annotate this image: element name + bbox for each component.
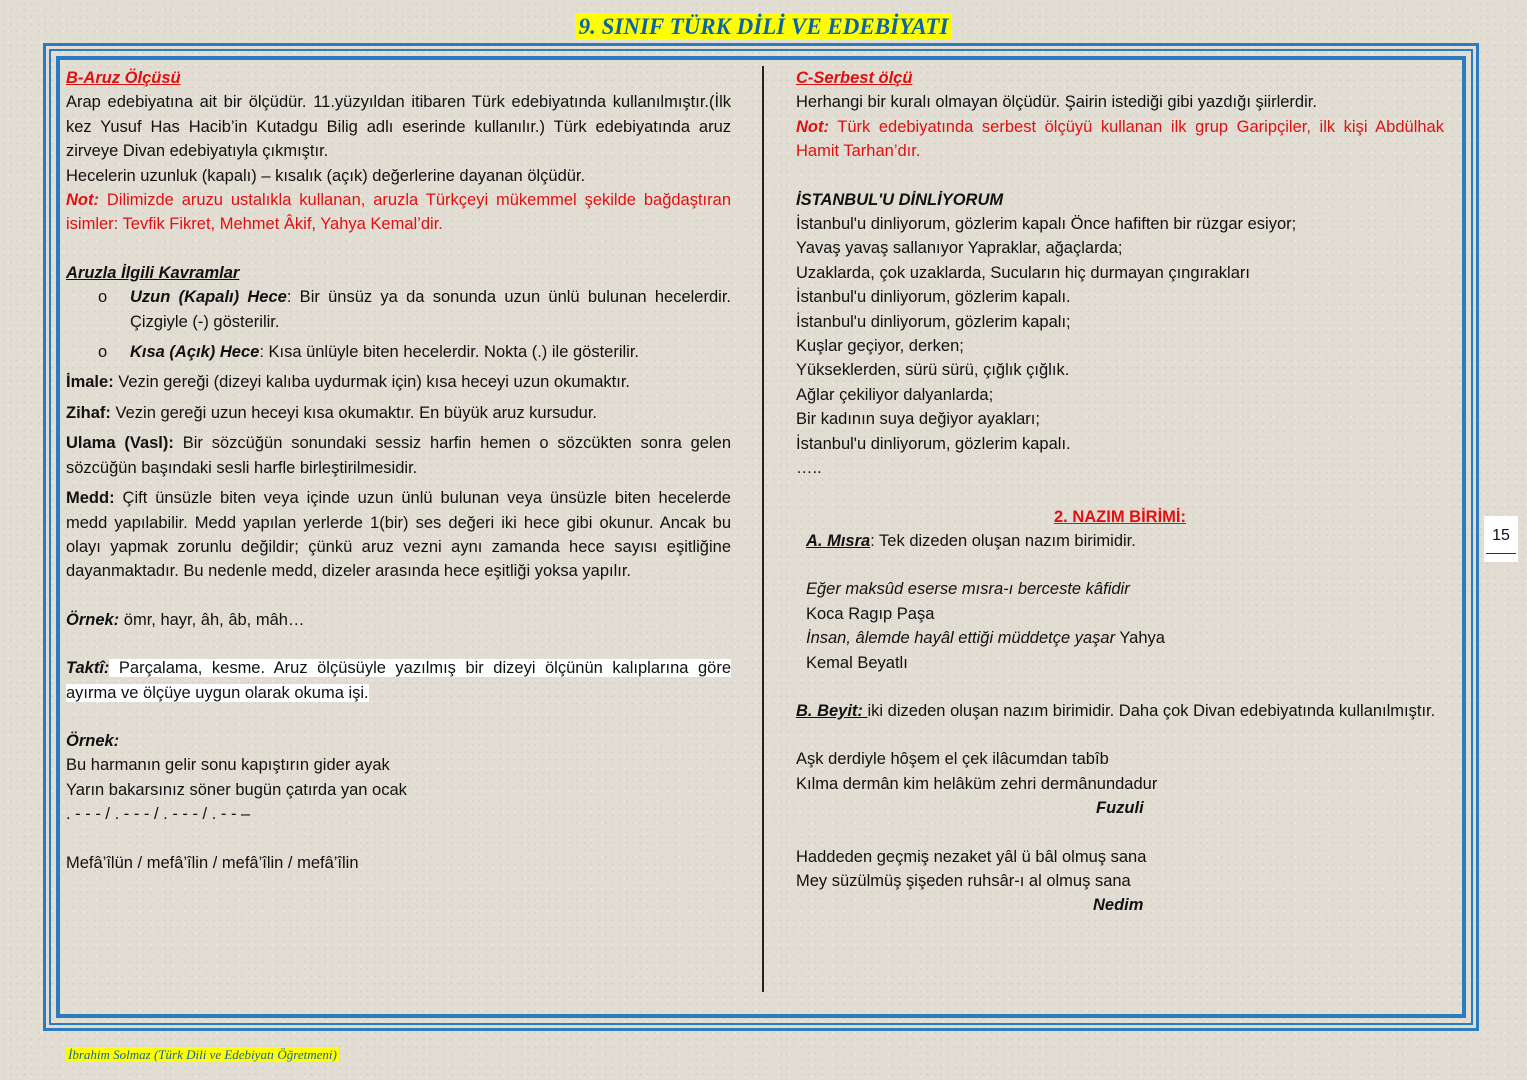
- misra-text: : Tek dizeden oluşan nazım birimidir.: [870, 531, 1136, 550]
- misra-example-2-author-b: Kemal Beyatlı: [806, 653, 908, 672]
- beyit-2-line-1: Haddeden geçmiş nezaket yâl ü bâl olmuş sana: [796, 847, 1147, 866]
- uzun-hece-text: : Bir ünsüz ya da sonunda uzun ünlü bulunan hecelerdir. Çizgiyle (-) gösterilir.: [130, 288, 731, 331]
- poem-line: Bir kadının suya değiyor ayakları;: [796, 410, 1040, 429]
- poem-line: …..: [796, 459, 822, 478]
- medd-definition: [66, 486, 731, 584]
- ornek-2-line-2: Yarın bakarsınız söner bugün çatırda yan ocak: [66, 780, 407, 799]
- medd-term: Medd:: [66, 489, 115, 508]
- beyit-2-line-2: Mey süzülmüş şişeden ruhsâr-ı al olmuş sana: [796, 871, 1131, 890]
- poem-line: İstanbul'u dinliyorum, gözlerim kapalı.: [796, 434, 1071, 453]
- aruz-note: [66, 188, 731, 237]
- serbest-note-label: Not:: [796, 117, 829, 136]
- footer-author: [66, 1046, 339, 1064]
- poem-title: İSTANBUL'U DİNLİYORUM: [796, 190, 1004, 209]
- right-column: [796, 66, 1444, 918]
- bullet-mark: o: [98, 288, 108, 307]
- beyit-1-line-2: Kılma dermân kim helâküm zehri dermânundadur: [796, 774, 1158, 793]
- poem-line: İstanbul'u dinliyorum, gözlerim kapalı;: [796, 312, 1071, 331]
- serbest-heading: C-Serbest ölçü: [796, 69, 913, 87]
- ornek-2-pattern: Mefâ’îlün / mefâ’îlin / mefâ’îlin / mefâ’îlin: [66, 853, 359, 872]
- poem-line: Yavaş yavaş sallanıyor Yapraklar, ağaçlarda;: [796, 239, 1123, 258]
- zihaf-term: Zihaf:: [66, 403, 111, 422]
- aruz-note-label: Not:: [66, 191, 99, 210]
- poem-lines: [796, 212, 1444, 480]
- takti-term: Taktî:: [66, 659, 110, 678]
- serbest-paragraph: Herhangi bir kuralı olmayan ölçüdür. Şairin istediği gibi yazdığı şiirlerdir.: [796, 93, 1317, 112]
- aruz-paragraph-2: Hecelerin uzunluk (kapalı) – kısalık (açık) değerlerine dayanan ölçüdür.: [66, 166, 586, 185]
- bullet-mark: o: [98, 343, 108, 362]
- misra-term: A. Mısra: [806, 531, 871, 550]
- misra-example-1-author: Koca Ragıp Paşa: [806, 604, 935, 623]
- imale-term: İmale:: [66, 373, 114, 392]
- page-title-text: 9. SINIF TÜRK DİLİ VE EDEBİYATI: [575, 13, 953, 40]
- ulama-definition: [66, 431, 731, 480]
- ulama-text: Bir sözcüğün sonundaki sessiz harfin hemen o sözcükten sonra gelen sözcüğün başındaki sesli harfle birleştirilmesidir.: [66, 434, 732, 477]
- misra-example-2: [796, 626, 1444, 650]
- nazim-heading: 2. NAZIM BİRİMİ:: [1054, 507, 1186, 526]
- beyit-1-line-1: Aşk derdiyle hôşem el çek ilâcumdan tabîb: [796, 750, 1109, 769]
- beyit-term: B. Beyit:: [796, 701, 868, 720]
- ornek-1-text: ömr, hayr, âh, âb, mâh…: [119, 610, 305, 629]
- poem-line: Yükseklerden, sürü sürü, çığlık çığlık.: [796, 361, 1070, 380]
- concepts-heading: Aruzla İlgili Kavramlar: [66, 263, 240, 282]
- left-column: [66, 66, 731, 875]
- beyit-1-author: Fuzuli: [1096, 799, 1144, 818]
- ornek-2-scansion: . - - - / . - - - / . - - - / . - - –: [66, 805, 251, 824]
- takti-text: Parçalama, kesme. Aruz ölçüsüyle yazılmış bir dizeyi ölçünün kalıplarına göre ayırma ve ölçüye uygun olarak okuma işi.: [66, 659, 731, 702]
- footer-author-text: İbrahim Solmaz (Türk Dili ve Edebiyatı Öğretmeni): [68, 1047, 337, 1062]
- medd-text: Çift ünsüzle biten veya içinde uzun ünlü bulunan veya ünsüzle biten hecelerde medd yapılabilir. Medd yapılan yerlerde 1(bir) ses değeri iki hece gibi okunur. Ancak bu olayı yapmak zorunlu değildir; çünkü aruz vezni aynı zamanda hece sayısı eşitliğine dayanmaktadır. Bu nedenle medd, dizeler arasında hece eşitliği yoksa yapılır.: [66, 489, 731, 581]
- zihaf-text: Vezin gereği uzun heceyi kısa okumaktır. En büyük aruz kursudur.: [110, 403, 598, 422]
- column-divider: [762, 66, 764, 992]
- poem-line: İstanbul'u dinliyorum, gözlerim kapalı.: [796, 288, 1071, 307]
- poem-line: Kuşlar geçiyor, derken;: [796, 337, 964, 356]
- misra-example-1: Eğer maksûd eserse mısra-ı berceste kâfidir: [806, 580, 1130, 599]
- poem-line: Ağlar çekiliyor dalyanlarda;: [796, 385, 994, 404]
- page-title: [0, 14, 1527, 40]
- aruz-paragraph-1: Arap edebiyatına ait bir ölçüdür. 11.yüzyıldan itibaren Türk edebiyatında kullanılmıştır.(İlk kez Yusuf Has Hacib’in Kutadgu Bilig adlı eserinde kullanılır.) Türk edebiyatında aruz zirveye Divan edebiyatıyla çıkmıştır.: [66, 93, 731, 161]
- kisa-hece-term: Kısa (Açık) Hece: [130, 343, 260, 362]
- misra-example-2-author-a: Yahya: [1115, 629, 1165, 648]
- beyit-definition: [796, 699, 1444, 723]
- aruz-note-text: Dilimizde aruzu ustalıkla kullanan, aruzla Türkçeyi mükemmel şekilde bağdaştıran isimler: Tevfik Fikret, Mehmet Âkif, Yahya Kemal’dir.: [66, 191, 731, 234]
- ornek-1-label: Örnek:: [66, 610, 120, 629]
- imale-text: Vezin gereği (dizeyi kalıba uydurmak için) kısa heceyi uzun okumaktır.: [113, 373, 631, 392]
- list-item-kisa-hece: [66, 340, 731, 364]
- serbest-note-text: Türk edebiyatında serbest ölçüyü kullanan ilk grup Garipçiler, ilk kişi Abdülhak Hamit Tarhan’dır.: [796, 117, 1444, 161]
- list-item-uzun-hece: [66, 285, 731, 334]
- misra-definition: [796, 529, 1444, 553]
- page-number: 15: [1484, 516, 1518, 562]
- ornek-2-line-1: Bu harmanın gelir sonu kapıştırın gider ayak: [66, 756, 390, 775]
- poem-line: Uzaklarda, çok uzaklarda, Sucuların hiç durmayan çıngırakları: [796, 263, 1250, 282]
- aruz-heading: B-Aruz Ölçüsü: [66, 69, 181, 87]
- beyit-2-author: Nedim: [1093, 896, 1144, 915]
- kisa-hece-text: : Kısa ünlüyle biten hecelerdir. Nokta (.) ile gösterilir.: [259, 343, 639, 362]
- ornek-2-label: Örnek:: [66, 731, 120, 750]
- ulama-term: Ulama (Vasl):: [66, 434, 174, 453]
- serbest-note: [796, 115, 1444, 164]
- uzun-hece-term: Uzun (Kapalı) Hece: [130, 288, 287, 307]
- misra-example-2-text: İnsan, âlemde hayâl ettiği müddetçe yaşar: [806, 629, 1116, 648]
- imale-definition: [66, 370, 731, 394]
- poem-line: İstanbul'u dinliyorum, gözlerim kapalı Önce hafiften bir rüzgar esiyor;: [796, 215, 1297, 234]
- zihaf-definition: [66, 401, 731, 425]
- takti-definition: [66, 656, 731, 705]
- beyit-text: iki dizeden oluşan nazım birimidir. Daha çok Divan edebiyatında kullanılmıştır.: [867, 701, 1436, 720]
- ornek-1: [66, 608, 731, 632]
